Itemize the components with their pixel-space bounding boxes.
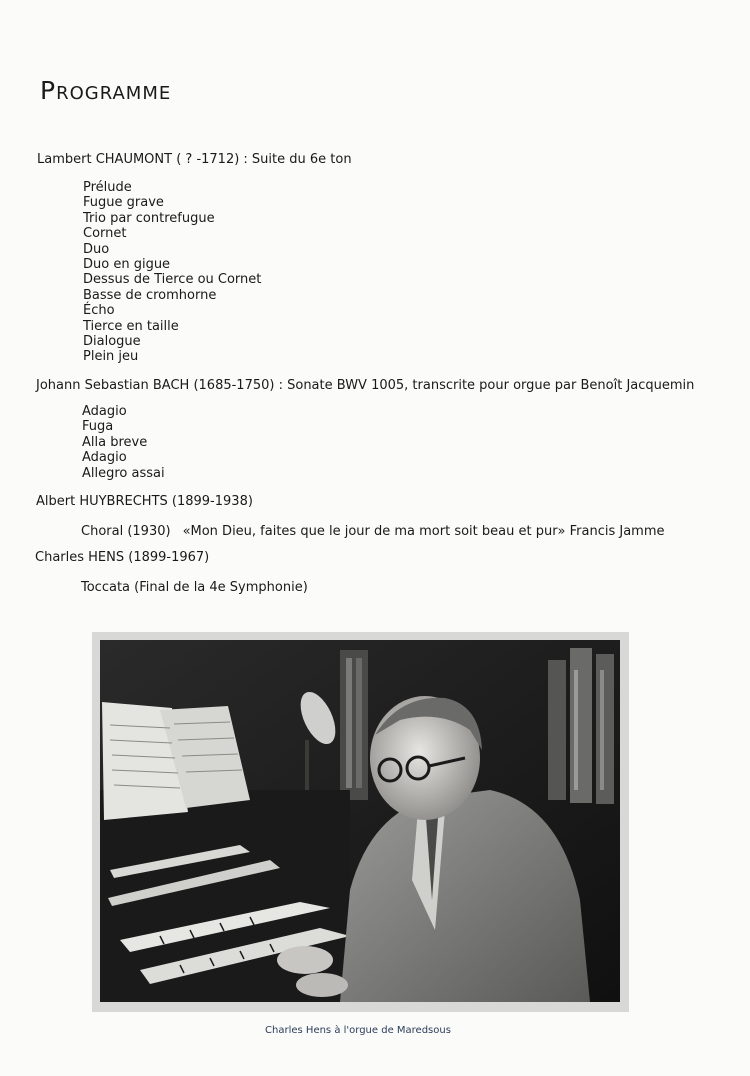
movement-item: Écho bbox=[83, 303, 115, 319]
movement-item: Allegro assai bbox=[82, 465, 165, 481]
movement-item: Duo en gigue bbox=[83, 257, 171, 273]
composer-hens: Charles HENS (1899-1967) bbox=[35, 550, 210, 565]
movement-item: Dialogue bbox=[83, 334, 141, 350]
composer-chaumont: Lambert CHAUMONT ( ? -1712) : Suite du 6e ton bbox=[37, 152, 352, 167]
movement-item: Basse de cromhorne bbox=[83, 287, 217, 303]
photo-caption: Charles Hens à l'orgue de Maredsous bbox=[265, 1025, 451, 1036]
movement-list-bach bbox=[82, 404, 165, 481]
movement-list-chaumont bbox=[83, 180, 261, 365]
work-huybrechts bbox=[81, 524, 665, 539]
movement-item: Cornet bbox=[83, 226, 127, 242]
movement-item: Trio par contrefugue bbox=[83, 210, 215, 226]
work-hens: Toccata (Final de la 4e Symphonie) bbox=[81, 580, 308, 595]
page-title: Programme bbox=[40, 76, 172, 105]
composer-bach: Johann Sebastian BACH (1685-1750) : Sonate BWV 1005, transcrite pour orgue par Benoît Jacquemin bbox=[36, 378, 695, 393]
movement-item: Alla breve bbox=[82, 434, 148, 450]
movement-item: Fuga bbox=[82, 419, 114, 435]
movement-item: Adagio bbox=[82, 404, 127, 419]
movement-item: Adagio bbox=[82, 450, 127, 466]
movement-item: Duo bbox=[83, 241, 110, 257]
movement-item: Dessus de Tierce ou Cornet bbox=[83, 272, 262, 288]
organist-photo bbox=[100, 640, 620, 1002]
work-title: Choral (1930) bbox=[81, 524, 171, 539]
movement-item: Fugue grave bbox=[83, 195, 164, 211]
work-quote: «Mon Dieu, faites que le jour de ma mort soit beau et pur» Francis Jamme bbox=[182, 524, 665, 539]
composer-huybrechts: Albert HUYBRECHTS (1899-1938) bbox=[36, 494, 253, 509]
movement-item: Plein jeu bbox=[83, 349, 139, 365]
movement-item: Tierce en taille bbox=[83, 318, 179, 334]
movement-item: Prélude bbox=[83, 180, 132, 195]
